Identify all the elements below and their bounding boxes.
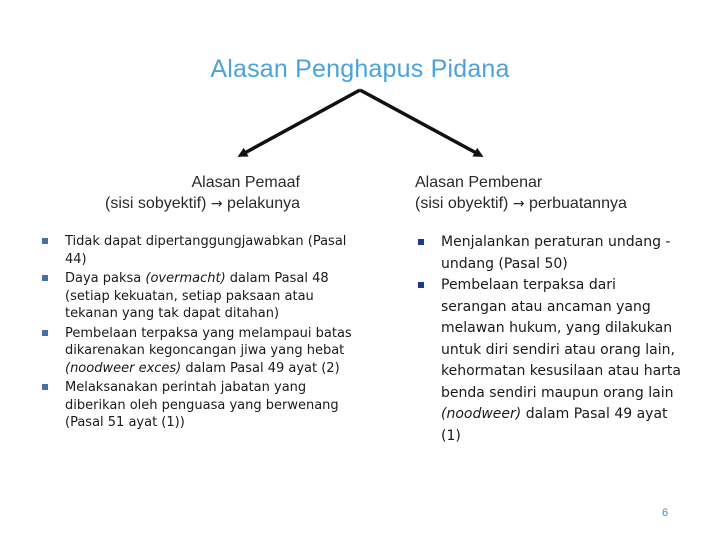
pemaaf-subtitle-b: pelakunya: [227, 195, 300, 212]
item-text: Pembelaan terpaksa dari serangan atau ancaman yang melawan hukum, yang dilakukan untuk diri sendiri atau orang lain, kehormatan kesusilaan atau harta benda sendiri maupun orang lain: [441, 277, 681, 401]
list-item: [65, 270, 355, 323]
item-text: Melaksanakan perintah jabatan yang diberikan oleh penguasa yang berwenang (Pasal 51 ayat (1)): [65, 380, 339, 430]
pembenar-subtitle-a: (sisi obyektif): [415, 195, 509, 212]
item-text: Daya paksa: [65, 271, 146, 286]
list-item: [441, 232, 681, 275]
square-bullet-icon: [42, 238, 48, 244]
pemaaf-heading: [60, 172, 300, 215]
pembenar-heading: [415, 172, 695, 215]
square-bullet-icon: [42, 330, 48, 336]
item-italic: (noodweer exces): [65, 360, 182, 376]
item-text: Tidak dapat dipertanggungjawabkan (Pasal 44): [65, 234, 347, 267]
list-item: [441, 275, 681, 447]
pembenar-list: [441, 232, 681, 447]
pembenar-heading-title: Alasan Pembenar: [415, 174, 543, 191]
square-bullet-icon: [42, 275, 48, 281]
list-item: [65, 379, 355, 432]
pemaaf-subtitle-a: (sisi sobyektif): [105, 195, 207, 212]
square-bullet-icon: [42, 384, 48, 390]
square-bullet-icon: [418, 239, 424, 245]
item-text: Menjalankan peraturan undang -undang (Pasal 50): [441, 234, 671, 272]
right-arrow-icon: →: [210, 196, 223, 212]
pemaaf-list: [65, 233, 355, 434]
pemaaf-heading-subtitle: [60, 193, 300, 215]
page-number: 6: [662, 507, 669, 519]
pembenar-subtitle-b: perbuatannya: [529, 195, 627, 212]
item-italic: (noodweer): [441, 406, 522, 422]
list-item: [65, 325, 355, 378]
pemaaf-heading-title: Alasan Pemaaf: [191, 174, 300, 191]
list-item: [65, 233, 355, 268]
item-text: dalam Pasal 49 ayat (2): [181, 360, 340, 376]
right-arrow-icon: →: [512, 196, 525, 212]
item-text: dalam Pasal 49 ayat (1): [441, 406, 668, 444]
item-italic: (overmacht): [145, 271, 226, 286]
diagram-title: Alasan Penghapus Pidana: [210, 55, 510, 83]
pembenar-heading-subtitle: [415, 193, 695, 215]
square-bullet-icon: [418, 282, 424, 288]
arrow-to-pemaaf: [241, 90, 360, 155]
item-text: Pembelaan terpaksa yang melampaui batas dikarenakan kegoncangan jiwa yang hebat: [65, 325, 352, 358]
item-text: dalam Pasal 48 (setiap kekuatan, setiap paksaan atau tekanan yang tak dapat ditahan): [65, 271, 329, 321]
arrow-to-pembenar: [360, 90, 480, 155]
